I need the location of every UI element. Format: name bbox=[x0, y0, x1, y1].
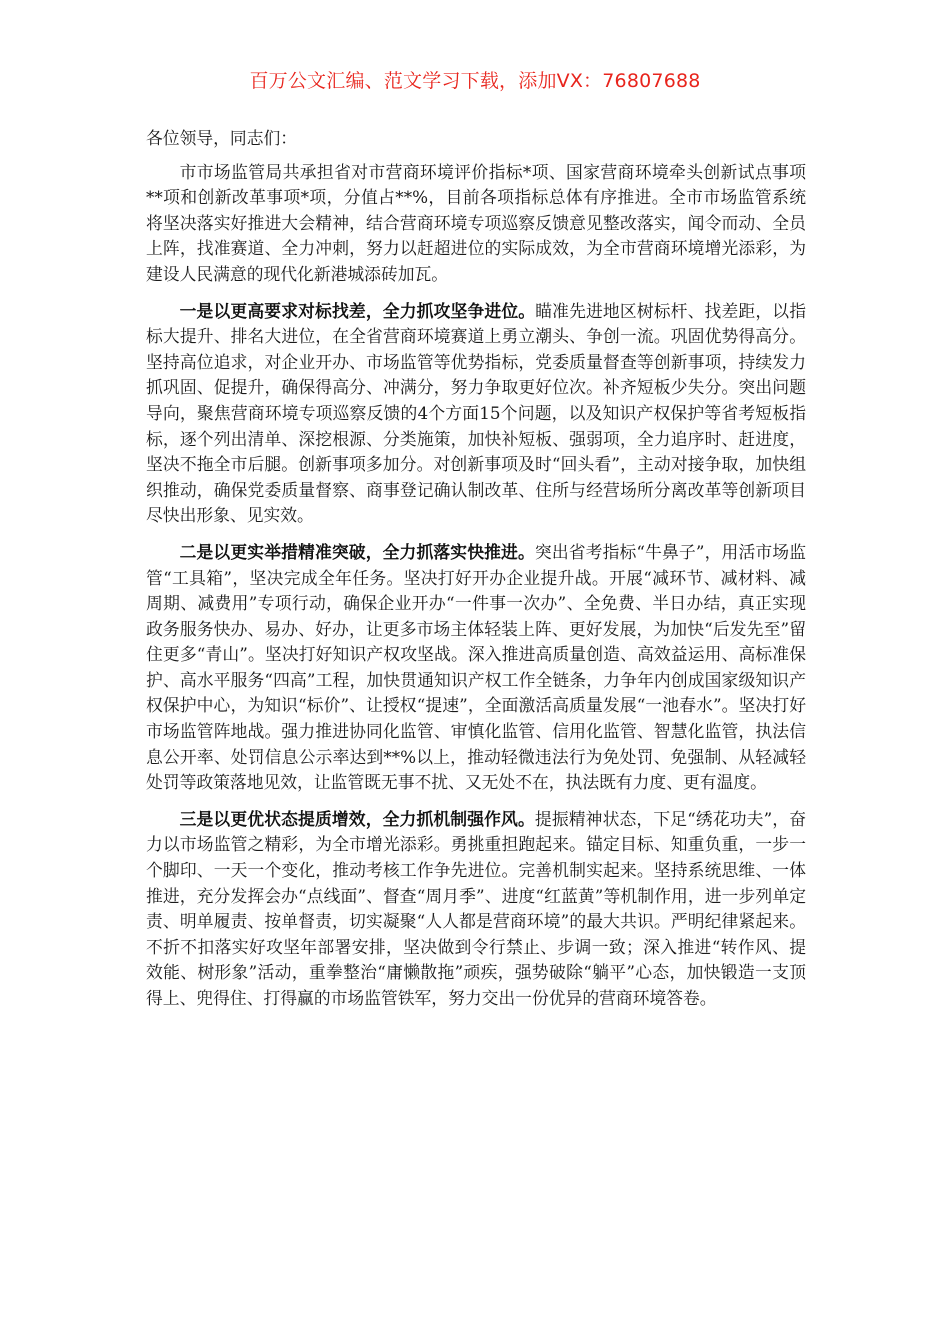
section-paragraph-3 bbox=[146, 807, 806, 1012]
section-paragraph-2 bbox=[146, 540, 806, 796]
section-paragraph-1 bbox=[146, 299, 806, 529]
salutation: 各位领导，同志们： bbox=[146, 128, 298, 148]
section-lead-3: 三是以更优状态提质增效，全力抓机制强作风。 bbox=[179, 808, 535, 829]
intro-paragraph: 市市场监管局共承担省对市营商环境评价指标*项、国家营商环境牵头创新试点事项**项和创新改革事项*项，分值占**%，目前各项指标总体有序推进。全市市场监管系统将坚决落实好推进大会精神，结合营商环境专项巡察反馈意见整改落实，闻令而动、全员上阵，找准赛道、全力冲刺，努力以赶超进位的实际成效，为全市营商环境增光添彩，为建设人民满意的现代化新港城添砖加瓦。 bbox=[146, 161, 806, 284]
section-body-1: 瞄准先进地区树标杆、找差距，以指标大提升、排名大进位，在全省营商环境赛道上勇立潮头、争创一流。巩固优势得高分。坚持高位追求，对企业开办、市场监管等优势指标，党委质量督查等创新事项，持续发力抓巩固、促提升，确保得高分、冲满分，努力争取更好位次。补齐短板少失分。突出问题导向，聚焦营商环境专项巡察反馈的4个方面15个问题，以及知识产权保护等省考短板指标，逐个列出清单、深挖根源、分类施策，加快补短板、强弱项，全力追序时、赶进度，坚决不拖全市后腿。创新事项多加分。对创新事项及时“回头看”，主动对接争取，加快组织推动，确保党委质量督察、商事登记确认制改革、住所与经营场所分离改革等创新项目尽快出形象、见实效。 bbox=[146, 300, 806, 526]
section-body-3: 提振精神状态，下足“绣花功夫”，奋力以市场监管之精彩，为全市增光添彩。勇挑重担跑起来。锚定目标、知重负重，一步一个脚印、一天一个变化，推动考核工作争先进位。完善机制实起来。坚持系统思维、一体推进，充分发挥会办“点线面”、督查“周月季”、进度“红蓝黄”等机制作用，进一步列单定责、明单履责、按单督责，切实凝聚“人人都是营商环境”的最大共识。严明纪律紧起来。不折不扣落实好攻坚年部署安排，坚决做到令行禁止、步调一致；深入推进“转作风、提效能、树形象”活动，重拳整治“庸懒散拖”顽疾，强势破除“躺平”心态，加快锻造一支顶得上、兜得住、打得赢的市场监管铁军，努力交出一份优异的营商环境答卷。 bbox=[146, 808, 806, 1008]
document-body bbox=[146, 126, 806, 1023]
section-body-2: 突出省考指标“牛鼻子”，用活市场监管“工具箱”，坚决完成全年任务。坚决打好开办企业提升战。开展“减环节、减材料、减周期、减费用”专项行动，确保企业开办“一件事一次办”、全免费、半日办结，真正实现政务服务快办、易办、好办，让更多市场主体轻装上阵、更好发展，为加快“后发先至”留住更多“青山”。坚决打好知识产权攻坚战。深入推进高质量创造、高效益运用、高标准保护、高水平服务“四高”工程，加快贯通知识产权工作全链条，力争年内创成国家级知识产权保护中心，为知识“标价”、让授权“提速”，全面激活高质量发展“一池春水”。坚决打好市场监管阵地战。强力推进协同化监管、审慎化监管、信用化监管、智慧化监管，执法信息公开率、处罚信息公示率达到**%以上，推动轻微违法行为免处罚、免强制、从轻减轻处罚等政策落地见效，让监管既无事不扰、又无处不在，执法既有力度、更有温度。 bbox=[146, 541, 806, 793]
section-lead-2: 二是以更实举措精准突破，全力抓落实快推进。 bbox=[179, 541, 535, 562]
section-lead-1: 一是以更高要求对标找差，全力抓攻坚争进位。 bbox=[179, 300, 536, 321]
promo-banner: 百万公文汇编、范文学习下载，添加VX：76807688 bbox=[249, 70, 701, 92]
